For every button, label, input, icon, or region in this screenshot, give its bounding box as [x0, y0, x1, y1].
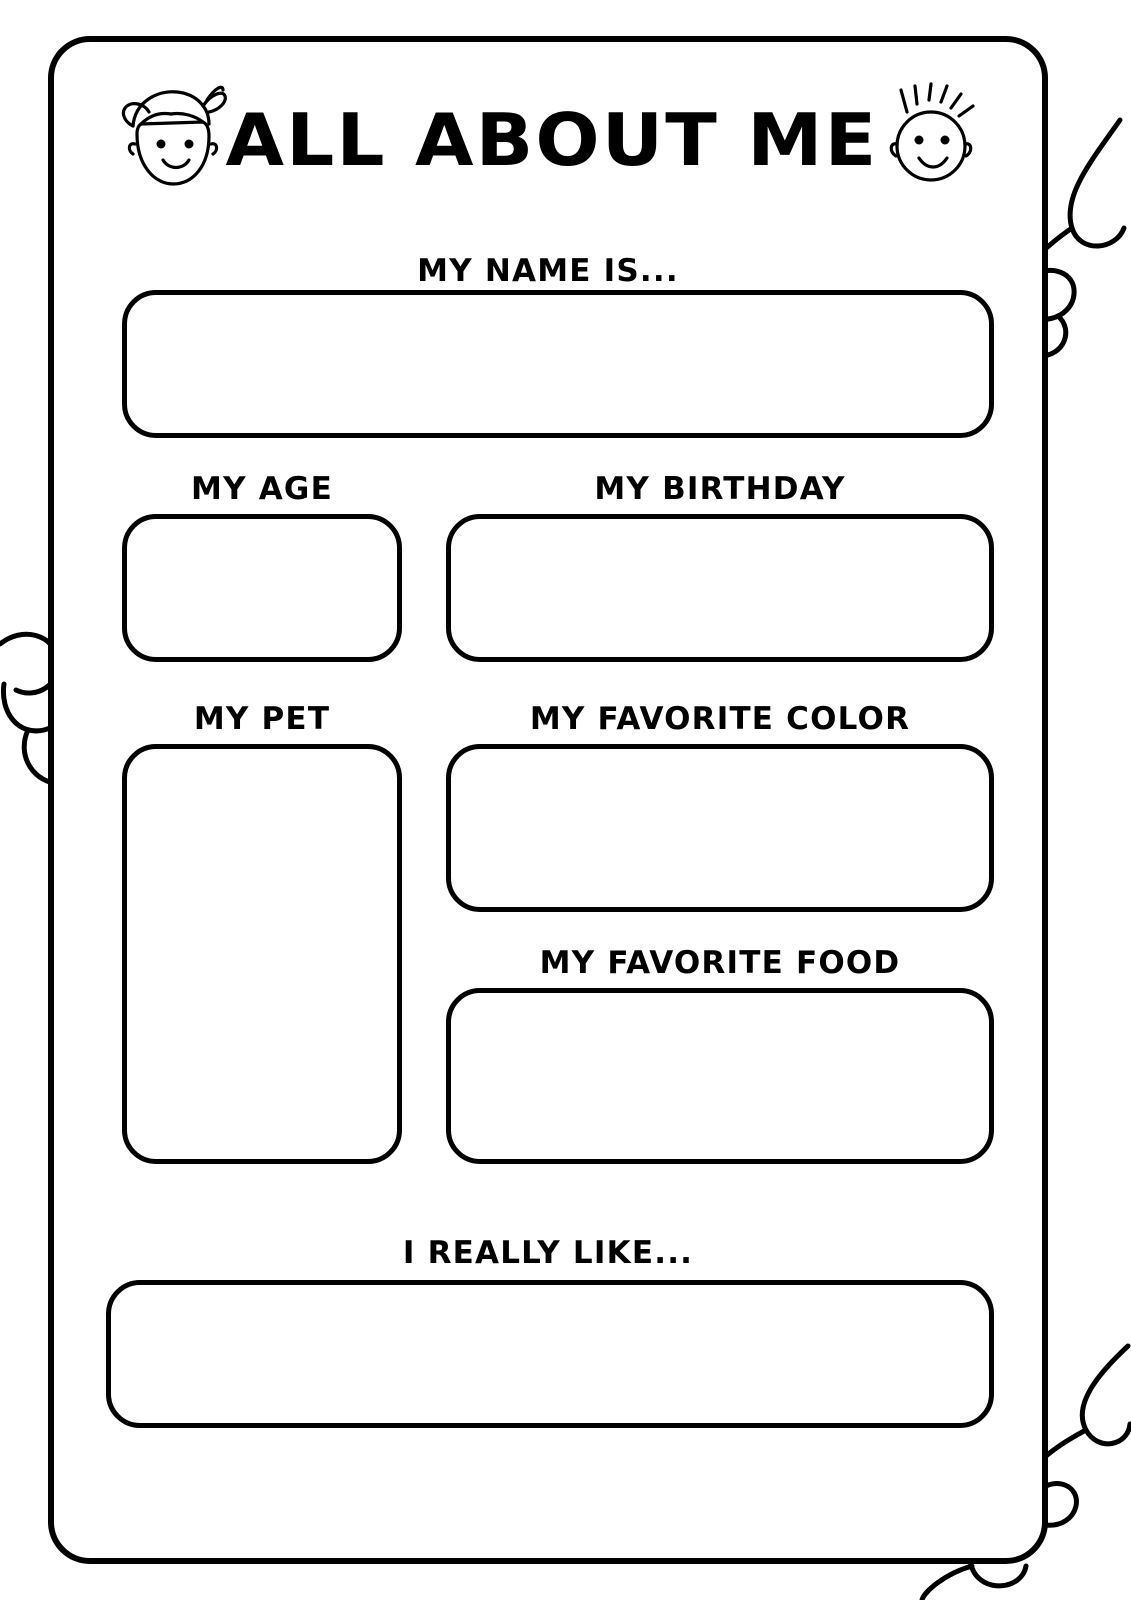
worksheet-page: [48, 36, 1048, 1564]
input-my-age[interactable]: [122, 514, 402, 662]
input-my-pet[interactable]: [122, 744, 402, 1164]
boy-face-doodle-icon: [877, 82, 985, 199]
input-i-really-like[interactable]: [106, 1280, 994, 1428]
input-my-favorite-color[interactable]: [446, 744, 994, 912]
page-title: ALL ABOUT ME: [225, 98, 879, 182]
label-my-age: MY AGE: [191, 471, 333, 507]
label-my-favorite-food: MY FAVORITE FOOD: [539, 945, 901, 981]
label-my-birthday: MY BIRTHDAY: [594, 471, 846, 507]
label-my-pet: MY PET: [193, 701, 331, 737]
label-my-favorite-color: MY FAVORITE COLOR: [529, 701, 911, 737]
input-my-favorite-food[interactable]: [446, 988, 994, 1164]
girl-face-doodle-icon: [111, 82, 227, 199]
label-my-name: MY NAME IS...: [417, 253, 679, 289]
page-title-row: [54, 80, 1042, 200]
input-my-name[interactable]: [122, 290, 994, 438]
label-i-really-like: I REALLY LIKE...: [402, 1235, 694, 1271]
input-my-birthday[interactable]: [446, 514, 994, 662]
